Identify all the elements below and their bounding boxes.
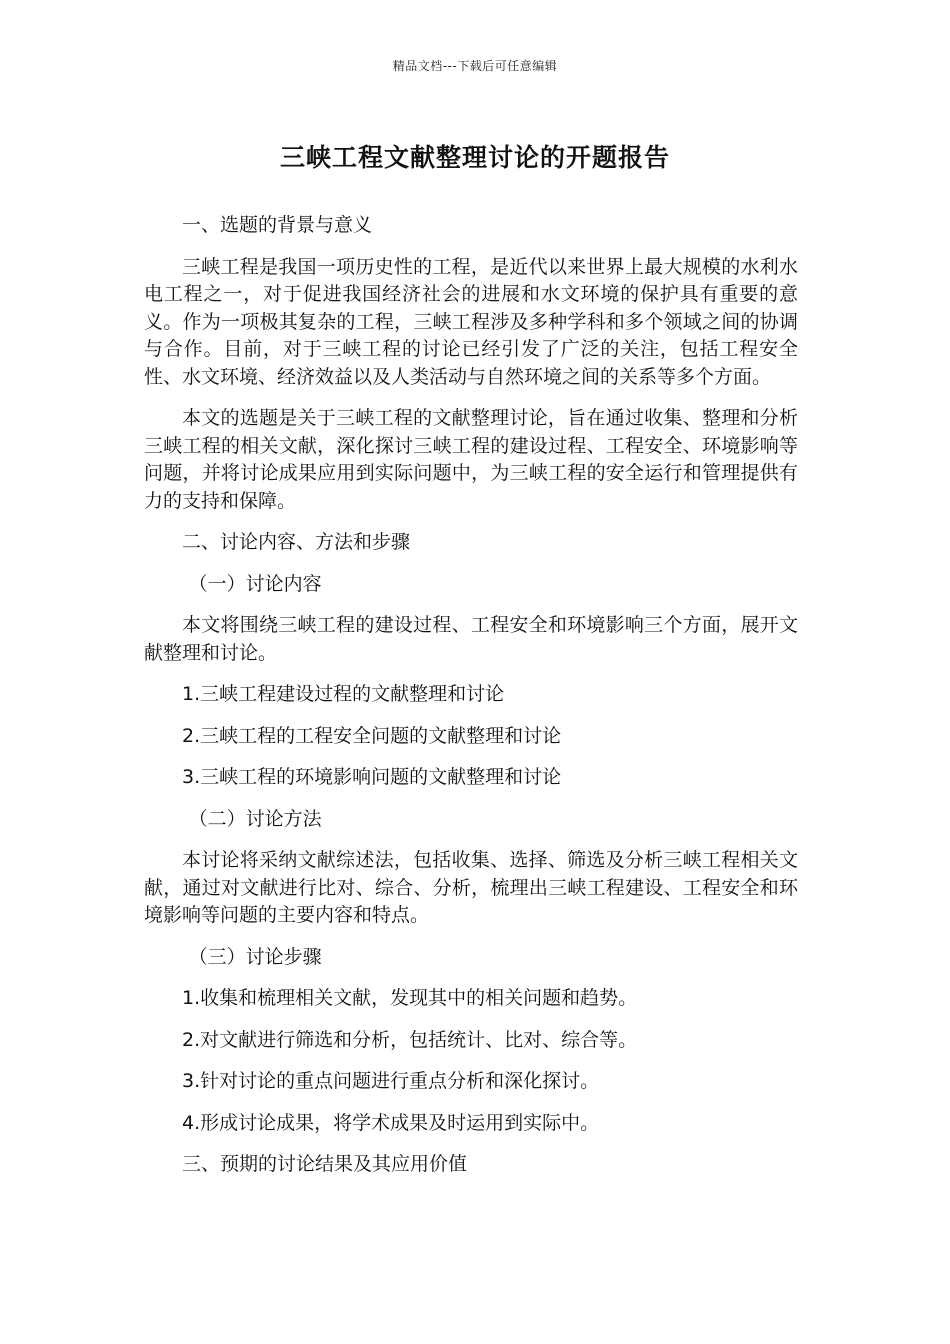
- paragraph-background-2: 本文的选题是关于三峡工程的文献整理讨论，旨在通过收集、整理和分析三峡工程的相关文献，深化探讨三峡工程的建设过程、工程安全、环境影响等问题，并将讨论成果应用到实际问题中，为三峡工程的安全运行和管理提供有力的支持和保障。: [144, 407, 798, 512]
- list-item-content-3: 3.三峡工程的环境影响问题的文献整理和讨论: [182, 766, 562, 788]
- list-item-step-4: 4.形成讨论成果，将学术成果及时运用到实际中。: [182, 1111, 600, 1134]
- document-body: [144, 212, 798, 1193]
- paragraph-content-intro: 本文将围绕三峡工程的建设过程、工程安全和环境影响三个方面，展开文献整理和讨论。: [144, 614, 798, 664]
- subheading-content: （一）讨论内容: [188, 572, 322, 595]
- paragraph-background-1: 三峡工程是我国一项历史性的工程，是近代以来世界上最大规模的水利水电工程之一，对于促进我国经济社会的进展和水文环境的保护具有重要的意义。作为一项极其复杂的工程，三峡工程涉及多种学科和多个领域之间的协调与合作。目前，对于三峡工程的讨论已经引发了广泛的关注，包括工程安全性、水文环境、经济效益以及人类活动与自然环境之间的关系等多个方面。: [144, 255, 798, 388]
- subheading-methods: （二）讨论方法: [188, 807, 322, 830]
- list-item-step-1: 1.收集和梳理相关文献，发现其中的相关问题和趋势。: [182, 987, 638, 1009]
- document-title: 三峡工程文献整理讨论的开题报告: [279, 143, 670, 172]
- list-item-step-2: 2.对文献进行筛选和分析，包括统计、比对、综合等。: [182, 1028, 638, 1051]
- section-heading-expected-results: 三、预期的讨论结果及其应用价值: [182, 1153, 468, 1175]
- list-item-step-3: 3.针对讨论的重点问题进行重点分析和深化探讨。: [182, 1070, 600, 1092]
- section-heading-content-methods: 二、讨论内容、方法和步骤: [182, 531, 411, 553]
- header-note: 精品文档---下载后可任意编辑: [392, 59, 558, 73]
- list-item-content-2: 2.三峡工程的工程安全问题的文献整理和讨论: [182, 724, 562, 747]
- section-heading-background: 一、选题的背景与意义: [182, 214, 373, 236]
- subheading-steps: （三）讨论步骤: [188, 945, 322, 968]
- list-item-content-1: 1.三峡工程建设过程的文献整理和讨论: [182, 683, 505, 705]
- paragraph-methods: 本讨论将采纳文献综述法，包括收集、选择、筛选及分析三峡工程相关文献，通过对文献进行比对、综合、分析，梳理出三峡工程建设、工程安全和环境影响等问题的主要内容和特点。: [144, 849, 798, 926]
